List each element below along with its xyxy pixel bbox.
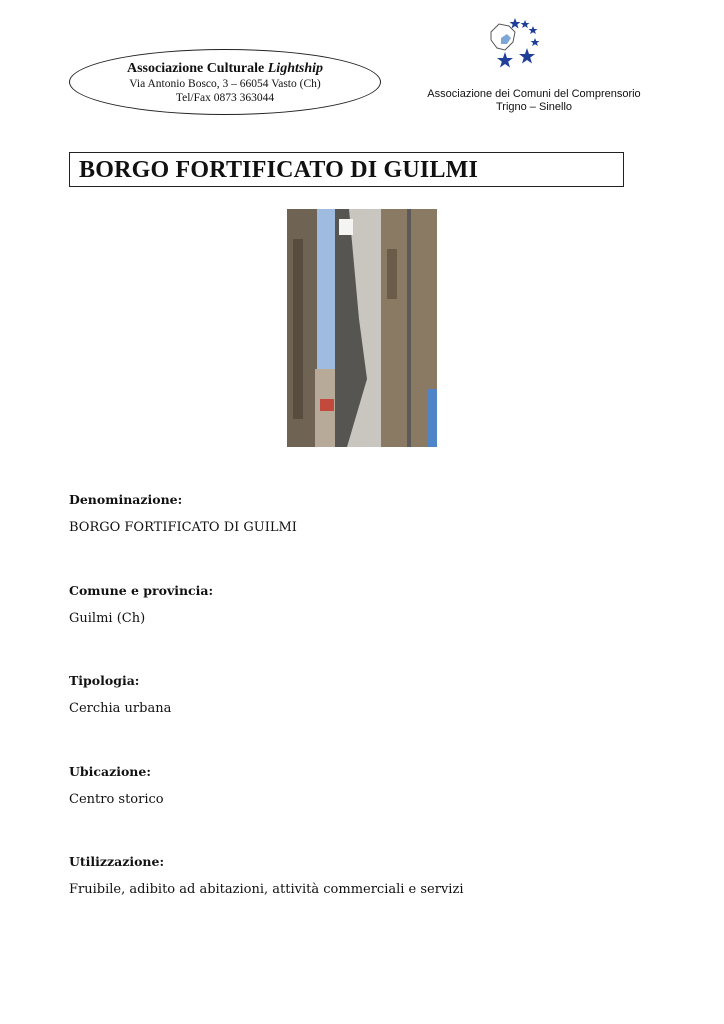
field-value: Centro storico — [69, 792, 164, 807]
org-header-oval — [69, 49, 381, 115]
field-utilizzazione — [69, 854, 669, 897]
field-label: Denominazione: — [69, 492, 183, 507]
association-caption — [415, 88, 653, 114]
field-tipologia — [69, 673, 669, 716]
field-label: Comune e provincia: — [69, 583, 214, 598]
association-logo-icon — [485, 14, 545, 72]
field-denominazione — [69, 492, 669, 535]
alley-photo — [287, 209, 437, 447]
org-address: Via Antonio Bosco, 3 – 66054 Vasto (Ch) — [129, 78, 321, 90]
field-label: Ubicazione: — [69, 764, 151, 779]
org-name-italic: Lightship — [267, 61, 323, 76]
field-label: Tipologia: — [69, 673, 140, 688]
field-value: Guilmi (Ch) — [69, 611, 146, 626]
field-value: Cerchia urbana — [69, 701, 172, 716]
association-caption-line1: Associazione dei Comuni del Comprensorio — [427, 88, 641, 100]
field-label: Utilizzazione: — [69, 854, 165, 869]
title-box — [69, 152, 624, 187]
field-comune-provincia — [69, 583, 669, 626]
org-telfax: Tel/Fax 0873 363044 — [175, 92, 275, 104]
field-value: Fruibile, adibito ad abitazioni, attività commerciali e servizi — [69, 882, 464, 897]
org-name: Associazione Culturale Lightship — [126, 61, 323, 76]
page-title: BORGO FORTIFICATO DI GUILMI — [79, 157, 479, 183]
field-ubicazione — [69, 764, 669, 807]
field-value: BORGO FORTIFICATO DI GUILMI — [69, 520, 297, 535]
association-caption-line2: Trigno – Sinello — [495, 101, 573, 113]
